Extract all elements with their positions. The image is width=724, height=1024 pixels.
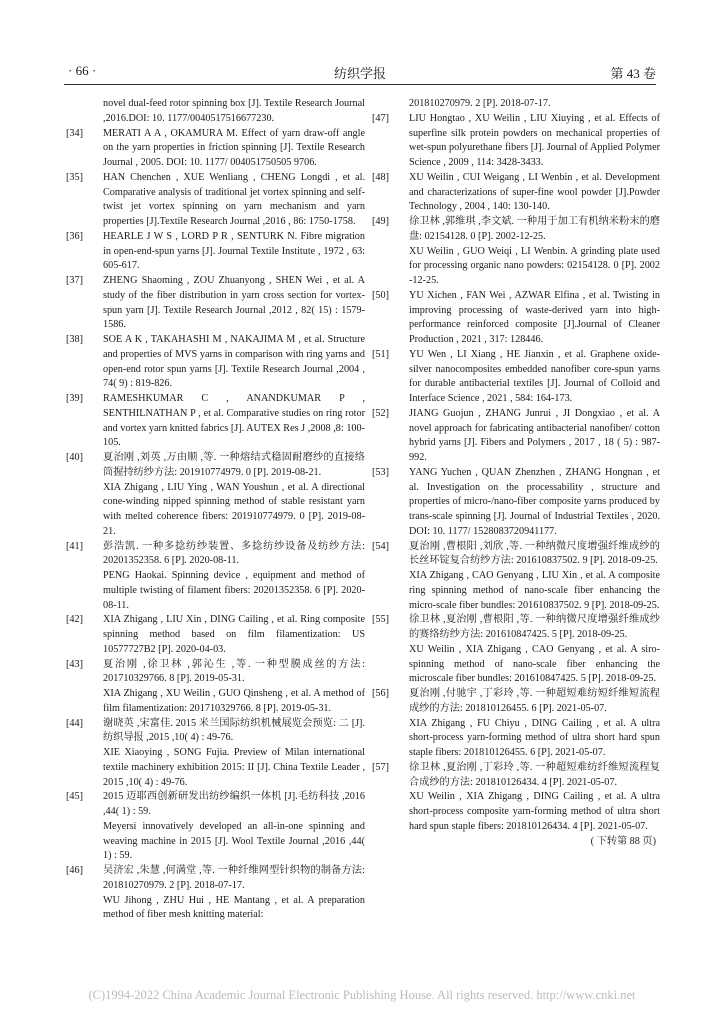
reference-item [66,127,365,171]
reference-number: [43] [66,658,83,670]
reference-number: [38] [66,334,83,345]
reference-number: [48] [372,171,389,183]
reference-text: XIA Zhigang , FU Chiyu , DING Cailing , et al. A ultra short-process yarn-forming method of ultra short hard spun staple fibers: 201810126455. 6 [P]. 2021-05-07. [409,717,660,758]
journal-title: 纺织学报 [333,66,386,81]
reference-number: [44] [66,717,83,729]
reference-text: 徐卫林 ,夏治刚 ,丁彩玲 ,等. 一种超短难纺纤维短流程复合成纱的方法: 201810126434. 4 [P]. 2021-05-07. [409,761,660,788]
reference-item [372,112,660,171]
reference-item [372,171,660,215]
reference-item [66,97,365,127]
reference-number: [51] [372,348,389,360]
reference-text: XU Weilin , XIA Zhigang , DING Cailing , et al. A ultra short-process composite yarn-forming method of ultra short hard spun staple fibers: 201810126434. 4 [P]. 2021-05-07. [409,791,660,832]
reference-number: [35] [66,171,83,183]
reference-number: [54] [372,540,389,552]
references-left-column [66,97,365,923]
reference-number: [53] [372,466,389,478]
reference-item [66,540,365,614]
reference-item [66,613,365,657]
reference-number: [49] [372,216,389,227]
reference-text: 夏治刚 ,付驰宇 ,丁彩玲 ,等. 一种超短难纺短纤维短流程成纱的方法: 201810126455. 6 [P]. 2021-05-07. [409,688,660,714]
reference-text: XU Weilin , XIA Zhigang , CAO Genyang , et al. A siro-spinning method of nano-scale fiber enhancing the microscale fiber bundles: 201610847425. 5 [P]. 2018-09-25. [409,643,660,685]
reference-item [372,407,660,466]
reference-text: 夏治刚 ,刘英 ,万由顺 ,等. 一种熔结式稳固耐磨纱的直接络筒握持纺纱方法: 201910774979. 0 [P]. 2019-08-21. [103,452,365,478]
reference-text: Meyersi innovatively developed an all-in-one spinning and weaving machine in 2015 [J]. Wool Textile Journal ,2016 ,44( 1) : 59. [103,820,365,862]
page-header [64,60,656,85]
reference-item [372,540,660,614]
reference-item [66,658,365,717]
reference-text: YANG Yuchen , QUAN Zhenzhen , ZHANG Hongnan , et al. Investigation on the processability , structure and properties of micro-/nano-fiber composite yarns produced by trans-scale spinning [J]. Journal of Industrial Textiles , 2020. DOI: 10. 1177/ 1528083720941177. [409,466,660,537]
reference-text: HAN Chenchen , XUE Wenliang , CHENG Longdi , et al. Comparative analysis of traditional jet vortex spinning and self-twist jet vortex spinning on yarn mechanism and yarn properties [J].Textile Research Journal ,2016 , 86: 1750-1758. [103,171,365,227]
reference-text: novel dual-feed rotor spinning box [J]. Textile Research Journal ,2016.DOI: 10. 1177/0040517516677230. [103,98,365,124]
reference-text: ZHENG Shaoming , ZOU Zhuanyong , SHEN Wei , et al. A study of the fiber distribution in yarn cross section for vortex-spun yarn [J]. Textile Research Journal ,2012 , 82( 15) : 1579-1586. [103,275,365,331]
reference-text: LIU Hongtao , XU Weilin , LIU Xiuying , et al. Effects of superfine silk protein powders on mechanical properties of wet-spun polyurethane fibers [J]. Journal of Applied Polymer Science , 2009 , 114: 3428-3433. [409,112,660,168]
copyright-footer: (C)1994-2022 China Academic Journal Electronic Publishing House. All rights reserved. http://www.cnki.net [88,988,636,1002]
reference-text: 徐卫林 ,郭维琪 ,李文斌. 一种用于加工有机纳米粉末的磨盘: 02154128. 0 [P]. 2002-12-25. [409,216,660,242]
reference-text: PENG Haokai. Spinning device , equipment and method of multiple twisting of filament fibers: 20201352358. 6 [P]. 2020-08-11. [103,570,365,611]
reference-text: YU Xichen , FAN Wei , AZWAR Elfina , et al. Twisting in improving processing of waste-derived yarn into high-performance reinforced composite [J].Journal of Cleaner Production , 2021 , 317: 128446. [409,289,660,345]
reference-text: HEARLE J W S , LORD P R , SENTURK N. Fibre migration in open-end-spun yarns [J]. Journal Textile Institute , 1972 , 63: 605-617. [103,230,365,272]
reference-item [372,289,660,348]
reference-number: [56] [372,688,389,699]
reference-number: [42] [66,614,83,626]
reference-text: RAMESHKUMAR C , ANANDKUMAR P , SENTHILNATHAN P , et al. Comparative studies on ring rotor and vortex yarn knitted fabrics [J]. AUTEX Res J ,2008 ,8: 100-105. [103,393,365,449]
reference-text: 吴济宏 ,朱慧 ,何满堂 ,等. 一种纤维网型针织物的制备方法: 201810270979. 2 [P]. 2018-07-17. [103,865,365,891]
reference-item [372,466,660,540]
references-right-column [372,97,660,849]
reference-text: 谢晓英 ,宋富佳. 2015 米兰国际纺织机械展览会预览: 二 [J].纺织导报 ,2015 ,10( 4) : 49-76. [103,717,365,744]
reference-item [66,333,365,392]
reference-text: XU Weilin , GUO Weiqi , LI Wenbin. A grinding plate used for processing organic nano powders: 02154128. 0 [P]. 2002 -12-25. [409,245,660,286]
reference-item [66,392,365,451]
reference-text: XIA Zhigang , XU Weilin , GUO Qinsheng , et al. A method of film filamentization: 201710329766. 8 [P]. 2019-05-31. [103,688,365,714]
reference-text: XIA Zhigang , LIU Ying , WAN Youshun , et al. A directional cone-winding nipped spinning method of stable resistant yarn with melted coherence fibers: 201910774979. 0 [P]. 2019-08-21. [103,481,365,537]
reference-number: [55] [372,614,389,626]
reference-item [372,215,660,289]
reference-item [372,613,660,687]
reference-number: [34] [66,127,83,139]
reference-text: YU Wen , LI Xiang , HE Jianxin , et al. Graphene oxide-silver nanocomposites embedded nanofiber core-spun yarns for durable antibacterial textiles [J]. Journal of Colloid and Interface Science , 2021 , 584: 164-173. [409,348,660,404]
reference-item [66,790,365,864]
reference-number: [36] [66,230,83,242]
reference-text: 201810270979. 2 [P]. 2018-07-17. [409,98,551,109]
reference-text: XIA Zhigang , LIU Xin , DING Cailing , et al. Ring composite spinning method based on film filamentization: US 10577727B2 [P]. 2020-04-03. [103,614,365,655]
reference-number: [47] [372,112,389,124]
reference-number: [41] [66,540,83,552]
reference-number: [57] [372,761,389,773]
reference-item [66,717,365,791]
reference-item [66,451,365,540]
reference-number: [52] [372,407,389,419]
reference-text: MERATI A A , OKAMURA M. Effect of yarn draw-off angle on the yarn properties in friction spinning [J]. Textile Research Journal , 2005. DOI: 10. 1177/ 004051750505 9706. [103,127,365,168]
reference-text: 徐卫林 ,夏治刚 ,曹根阳 ,等. 一种纳微尺度增强纤维成纱的赛络纺纱方法: 201610847425. 5 [P]. 2018-09-25. [409,614,660,640]
reference-number: [40] [66,452,83,463]
reference-text: 彭浩凯. 一种多捻纺纱装置、多捻纺纱设备及纺纱方法: 20201352358. 6 [P]. 2020-08-11. [103,540,365,567]
reference-item [372,761,660,835]
reference-item [66,864,365,923]
reference-item [66,274,365,333]
reference-number: [39] [66,393,83,404]
reference-text: 夏治刚 ,曹根阳 ,刘欣 ,等. 一种纳微尺度增强纤维成纱的长丝环锭复合纺纱方法: 201610837502. 9 [P]. 2018-09-25. [409,540,660,567]
reference-text: 2015 迈耶西创新研发出纺纱编织一体机 [J].毛纺科技 ,2016 ,44( 1) : 59. [103,791,365,817]
reference-text: XIE Xiaoying , SONG Fujia. Preview of Milan international textile machinery exhibition 2015: II [J]. China Textile Leader , 2015 ,10( 4) : 49-76. [103,747,365,788]
reference-item [372,687,660,761]
reference-text: XU Weilin , CUI Weigang , LI Wenbin , et al. Development and characterizations of super-fine wool powder [J].Powder Technology , 2004 , 140: 130-140. [409,171,660,213]
reference-item [372,97,660,112]
page-number: · 66 · [68,63,97,78]
reference-number: [50] [372,289,389,301]
reference-item [372,348,660,407]
reference-text: 夏治刚 ,徐卫林 ,郭沁生 ,等. 一种型膜成丝的方法: 201710329766. 8 [P]. 2019-05-31. [103,658,365,685]
continued-note: ( 下转第 88 页) [590,835,656,847]
reference-item [66,171,365,230]
reference-number: [37] [66,275,83,286]
volume-label: 第 43 卷 [610,66,656,81]
reference-number: [46] [66,865,83,876]
reference-text: SOE A K , TAKAHASHI M , NAKAJIMA M , et al. Structure and properties of MVS yarns in comparison with ring yarns and open-end rotor spun yarns [J]. Textile Research Journal ,2004 , 74( 9) : 819-826. [103,334,365,390]
reference-text: JIANG Guojun , ZHANG Junrui , JI Dongxiao , et al. A novel approach for fabricating antibacterial nanofiber/ cotton hybrid yarns [J]. Fibers and Polymers , 2017 , 18 ( 5) : 987-992. [409,407,660,463]
reference-text: WU Jihong , ZHU Hui , HE Mantang , et al. A preparation method of fiber mesh knitting material: [103,894,365,921]
reference-text: XIA Zhigang , CAO Genyang , LIU Xin , et al. A composite ring spinning method of nano-scale fiber enhancing the micro-scale fiber bundles: 201610837502. 9 [P]. 2018-09-25. [409,570,660,611]
reference-number: [45] [66,791,83,803]
reference-item [66,230,365,274]
